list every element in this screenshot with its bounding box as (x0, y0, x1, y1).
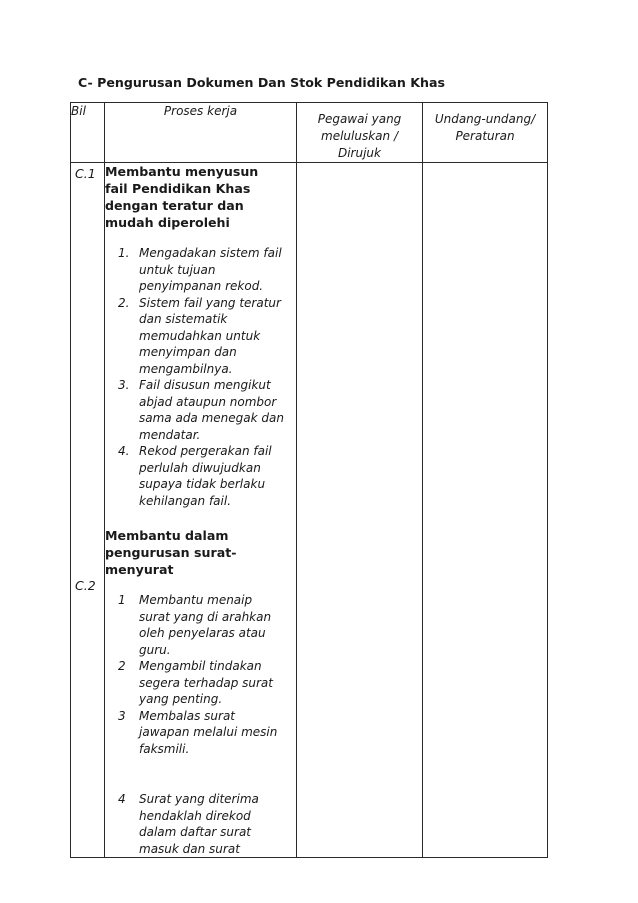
process-table (70, 102, 548, 858)
list-item (105, 377, 286, 443)
item-marker: 1. (118, 246, 130, 260)
item-marker: 3 (118, 708, 126, 723)
item-text: Rekod pergerakan fail perlulah diwujudkan supaya tidak berlaku kehilangan fail. (139, 444, 272, 508)
section-heading: Membantu menyusun fail Pendidikan Khas dengan teratur dan mudah diperolehi (105, 164, 259, 230)
list-item (105, 592, 284, 658)
page-title: C- Pengurusan Dokumen Dan Stok Pendidikan Khas (78, 75, 445, 90)
item-marker: 2. (118, 295, 130, 310)
list-item (105, 791, 284, 857)
item-text: Membantu menaip surat yang di arahkan oleh penyelaras atau guru. (139, 593, 272, 657)
proses-kerja-cell (105, 163, 297, 858)
item-list (105, 245, 296, 509)
list-item (105, 245, 286, 295)
item-marker: 2 (118, 659, 126, 673)
item-text: Mengambil tindakan segera terhadap surat yang penting. (139, 659, 273, 706)
header-proses-kerja: Proses kerja (105, 103, 297, 163)
item-marker: 4. (118, 444, 130, 458)
item-text: Membalas surat jawapan melalui mesin faksmili. (139, 708, 278, 756)
bil-cell (71, 163, 105, 858)
header-undang-undang (423, 103, 548, 163)
section-number: C.1 (75, 166, 96, 181)
header-pegawai-text: Pegawai yang meluluskan / Dirujuk (317, 112, 402, 160)
item-text: Fail disusun mengikut abjad ataupun nombor sama ada menegak dan mendatar. (139, 378, 284, 442)
header-bil: Bil (71, 103, 105, 163)
section-heading: Membantu dalam pengurusan surat-menyurat (105, 528, 237, 577)
list-item (105, 708, 284, 758)
section-number: C.2 (75, 578, 96, 593)
header-undang-text: Undang-undang/ Peraturan (434, 112, 536, 143)
item-list (105, 592, 296, 857)
header-pegawai (297, 103, 423, 163)
item-marker: 4 (118, 792, 126, 806)
item-marker: 1 (118, 593, 126, 607)
item-marker: 3. (118, 378, 130, 392)
undang-cell (423, 163, 548, 858)
table-row (71, 163, 548, 858)
item-text: Sistem fail yang teratur dan sistematik memudahkan untuk menyimpan dan mengambilnya. (139, 295, 281, 376)
list-item (105, 295, 286, 378)
list-item (105, 658, 284, 708)
table-header-row (71, 103, 548, 163)
item-text: Mengadakan sistem fail untuk tujuan penyimpanan rekod. (139, 246, 282, 293)
item-text: Surat yang diterima hendaklah direkod dalam daftar surat masuk dan surat (139, 792, 259, 856)
pegawai-cell (297, 163, 423, 858)
list-item (105, 443, 286, 509)
